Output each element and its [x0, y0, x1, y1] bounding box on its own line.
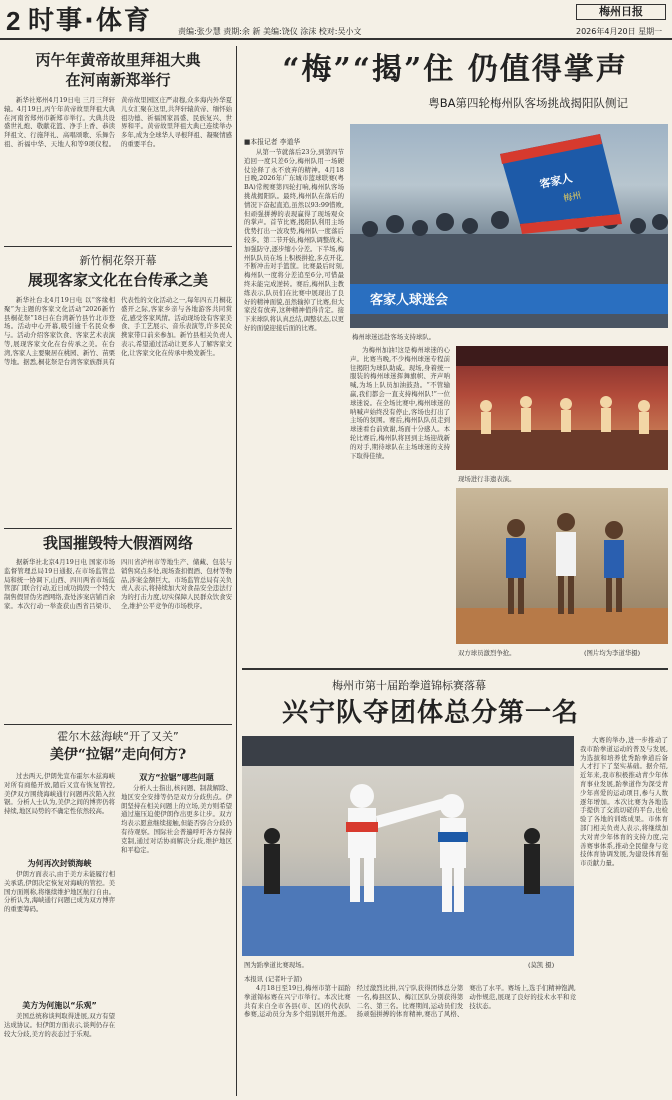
players-photo-graphic: [456, 488, 668, 644]
photo-caption: 梅州球迷远赴客场支持球队。: [352, 333, 436, 341]
article-body: 据新华社北京4月19日电 国家市场监督管理总局19日通报,在市场监管总局和统一协调下,山西、四川两省市场监管部门联合行动,近日成功捣毁一个特大制售假冒伪劣酒网络,查处涉案店铺百余家。本次行动一举查获山西省吕梁市、四川省泸州市等地生产、储藏、包装与销售窝点多处,现场查扣假酒、包材等物品,涉案金额巨大。市场监管总局有关负责人表示,将持续加大对食品安全违法行为的打击力度,切实保障人民群众饮食安全,维护公平竞争的市场秩序。: [4, 558, 232, 610]
article-title-line2: 在河南新郑举行: [65, 71, 171, 89]
article-meizhou-basketball: [242, 50, 668, 112]
article-subheading: 美方为何施以“乐观”: [22, 1001, 97, 1010]
newspaper-logo: 梅州日报: [576, 4, 666, 20]
article-kicker: 新竹桐花祭开幕: [79, 254, 157, 267]
article-title: 展现客家文化在台传承之美: [27, 271, 208, 289]
page-number: 2: [6, 6, 21, 36]
article-byline: ■本报记者 李道华: [244, 138, 301, 146]
divider: [242, 668, 668, 670]
article-kicker: 梅州市第十届跆拳道锦标赛落幕: [332, 679, 486, 692]
article-title: 美伊“拉锯”走向何方?: [49, 747, 187, 763]
article-title: 丙午年黄帝故里拜祖大典: [35, 51, 201, 69]
article-body: 大赛的举办,进一步推动了我市跆拳道运动的普及与发展,为选拔和培养优秀跆拳道后备人才打下了坚实基础。据介绍,近年来,我市积极推动青少年体育事业发展,跆拳道作为深受青少年喜爱的运动项目,参与人数逐年增加。本次比赛为各地选手提供了交流切磋的平台,也检验了各地的训练成果。市体育部门相关负责人表示,将继续加大对青少年体育的支持力度,完善赛事体系,推动全民健身与竞技体育协调发展,为建设体育强市贡献力量。: [580, 736, 668, 868]
article-yellow-emperor: [4, 50, 232, 246]
photo-caption: 双方球员激烈争抢。: [458, 649, 516, 657]
article-subtitle: 粤BA第四轮梅州队客场挑战揭阳队侧记: [428, 96, 628, 110]
article-title: “梅”“揭”住 仍值得掌声: [282, 52, 628, 87]
article-body: 伊朗方面表示,由于美方未能履行相关承诺,伊朗决定恢复对海峡的管控。美国方面则称,将继续维护地区航行自由。分析认为,海峡通行问题已成为双方博弈的重要筹码。: [4, 870, 115, 914]
fans-photo-graphic: [350, 124, 668, 328]
article-us-iran: [4, 728, 232, 1038]
taekwondo-photo-graphic: [242, 736, 574, 956]
divider: [4, 724, 232, 725]
photo-caption: 现场进行非遗表演。: [458, 475, 516, 483]
issue-date: 2026年4月20日 星期一: [576, 27, 663, 36]
article-byline: 本报讯 (记者叶子湄): [244, 975, 303, 983]
article-body: 为梅州加油!这是梅州球迷的心声。比赛当晚,不少梅州球迷专程前往揭阳为球队助威。现场,身着统一服装的梅州球迷挥舞旗帜、齐声呐喊,为场上队员加油鼓劲。“不管输赢,我们都会一直支持梅州队!”一位球迷说。在全场比赛中,梅州球迷的呐喊声始终没有停止,客场也打出了主场的氛围。赛后,梅州队队员走到球迷看台前致谢,场面十分感人。本轮比赛后,梅州队将回到主场迎战新的对手,期待球队在主场球迷的支持下取得佳绩。: [350, 346, 450, 460]
article-subheading: 为何再次封锁海峡: [27, 859, 92, 868]
editor-credits: 责编:张少慧 责期:余 新 美编:饶仪 涂沫 校对:吴小文: [178, 27, 362, 36]
divider: [4, 528, 232, 529]
article-subheading: 双方“拉锯”哪些问题: [139, 773, 214, 782]
stage-photo-graphic: [456, 346, 668, 470]
article-body: 从第一节就落后23分,到第四节追回一度只差6分,梅州队用一场硬仗诠释了永不放弃的精神。4月18日晚,2026年广东城市篮球联赛(粤BA)常规赛第四轮打响,梅州队客场挑战揭阳队。最终,梅州队在落后的情况下奋起直追,虽然以93:99惜败,但顽强拼搏的表现赢得了现场观众的掌声。首节比赛,揭阳队利用主场优势打出一波攻势,梅州队一度落后较多。第二节开始,梅州队调整战术,加强防守,逐步缩小分差。下半场,梅州队队员在场上积极拼抢,多点开花,不断冲击对手篮筐。比赛最后时刻,梅州队一度将分差追至6分,可惜最终未能完成逆转。赛后,梅州队主教练表示,队员们在比赛中展现出了良好的精神面貌,虽然输掉了比赛,但大家没有放弃,这种精神值得肯定。接下来球队将认真总结,调整状态,以更好的面貌迎接后面的比赛。: [244, 148, 344, 332]
photo-caption: 图为跆拳道比赛现场。: [244, 961, 308, 969]
divider: [4, 246, 232, 247]
article-column-right: [121, 772, 232, 1096]
article-taekwondo: [242, 678, 668, 730]
article-hakka-culture: [4, 252, 232, 548]
article-body: 新华社台北4月19日电 以“客缘相聚”为主题的客家文化活动“2026新竹县桐花祭”18日在台湾新竹县竹北市登场。活动中心开幕,吸引逾千名民众参与。活动介绍客家饮食、客家艺术表演等,展现客家文化在台传承之美。在台湾,客家人主要聚居在桃园、新竹、苗栗等地。据悉,桐花祭是台湾客家族群具有代表性的文化活动之一,每年四五月桐花盛开之际,客家乡亲与各地游客共同赏花,感受客家风情。活动现场设有客家美食、手工艺展示、音乐表演等,许多民众携家带口前来参加。新竹县相关负责人表示,希望通过活动让更多人了解客家文化,让客家文化在传承中焕发新生。: [4, 296, 232, 366]
article-body: 分析人士指出,核问题、制裁解除、地区安全安排等仍是双方分歧焦点。伊朗坚持在相关问题上的立场,美方则希望通过施压迫使伊朗作出更多让步。双方均表示愿意继续接触,但能否弥合分歧仍有待观察。国际社会普遍呼吁各方保持克制,通过对话协商解决分歧,维护地区和平稳定。: [121, 784, 232, 854]
article-body: 美国总统称谈判取得进展,双方有望达成协议。但伊朗方面表示,谈判仍存在较大分歧,美方的表态过于乐观。: [4, 1012, 115, 1038]
article-kicker: 霍尔木兹海峡“开了又关”: [57, 730, 179, 743]
flag-subtext: 梅州: [562, 190, 583, 205]
article-column-left: [4, 772, 115, 1092]
players-photo: [456, 488, 668, 644]
photo-credit: (莫凯 摄): [528, 961, 555, 969]
article-fake-liquor: [4, 532, 232, 718]
photo-credit: (图片均为李道华摄): [584, 649, 641, 657]
banner-text: 客家人球迷会: [370, 293, 449, 308]
stage-photo: [456, 346, 668, 470]
taekwondo-photo: [242, 736, 574, 956]
flag-text: 客家人: [538, 171, 574, 191]
section-title: 时事·体育: [28, 6, 152, 36]
article-title: 兴宁队夺团体总分第一名: [282, 698, 580, 728]
fans-photo: [350, 124, 668, 328]
article-body: 过去两天,伊朗先宣布霍尔木兹海峡对所有商船开放,随后又宣布恢复管控,美伊双方围绕海峡通行问题再次陷入拉锯。分析人士认为,美伊之间的博弈仍将持续,地区局势的不确定性依然较高。: [4, 772, 115, 816]
article-title: 我国摧毁特大假酒网络: [42, 534, 193, 552]
article-body: 新华社郑州4月19日电 三月三拜轩辕。4月19日,丙午年黄帝故里拜祖大典在河南省郑州市新郑市举行。大典共设盛世礼炮、敬献花篮、净手上香、恭读拜祖文、行施拜礼、高唱颂歌、乐舞告祖、祈福中华、天地人和等9项仪程。黄帝故里园区庄严肃穆,众多海内外华夏儿女汇聚在这里,共拜轩辕黄帝、缅怀始祖功德、祈福国家昌盛、民族复兴、世界和平。黄帝故里拜祖大典已连续举办多年,成为全球华人寻根拜祖、凝聚情感的重要平台。: [4, 96, 232, 148]
page-header: [0, 0, 672, 40]
column-divider: [236, 46, 237, 1096]
article-body: 4月18日至19日,梅州市第十届跆拳道锦标赛在兴宁市举行。本次比赛共有来自全市各县(市、区)的代表队参赛,运动员分为多个组别展开角逐。经过激烈比拼,兴宁队获得团体总分第一名,梅县区队、梅江区队分别获得第二名、第三名。比赛期间,运动员们发扬顽强拼搏的体育精神,赛出了风格、赛出了水平。赛场上,选手们精神饱满,动作规范,展现了良好的技术水平和竞技状态。: [244, 984, 576, 1019]
